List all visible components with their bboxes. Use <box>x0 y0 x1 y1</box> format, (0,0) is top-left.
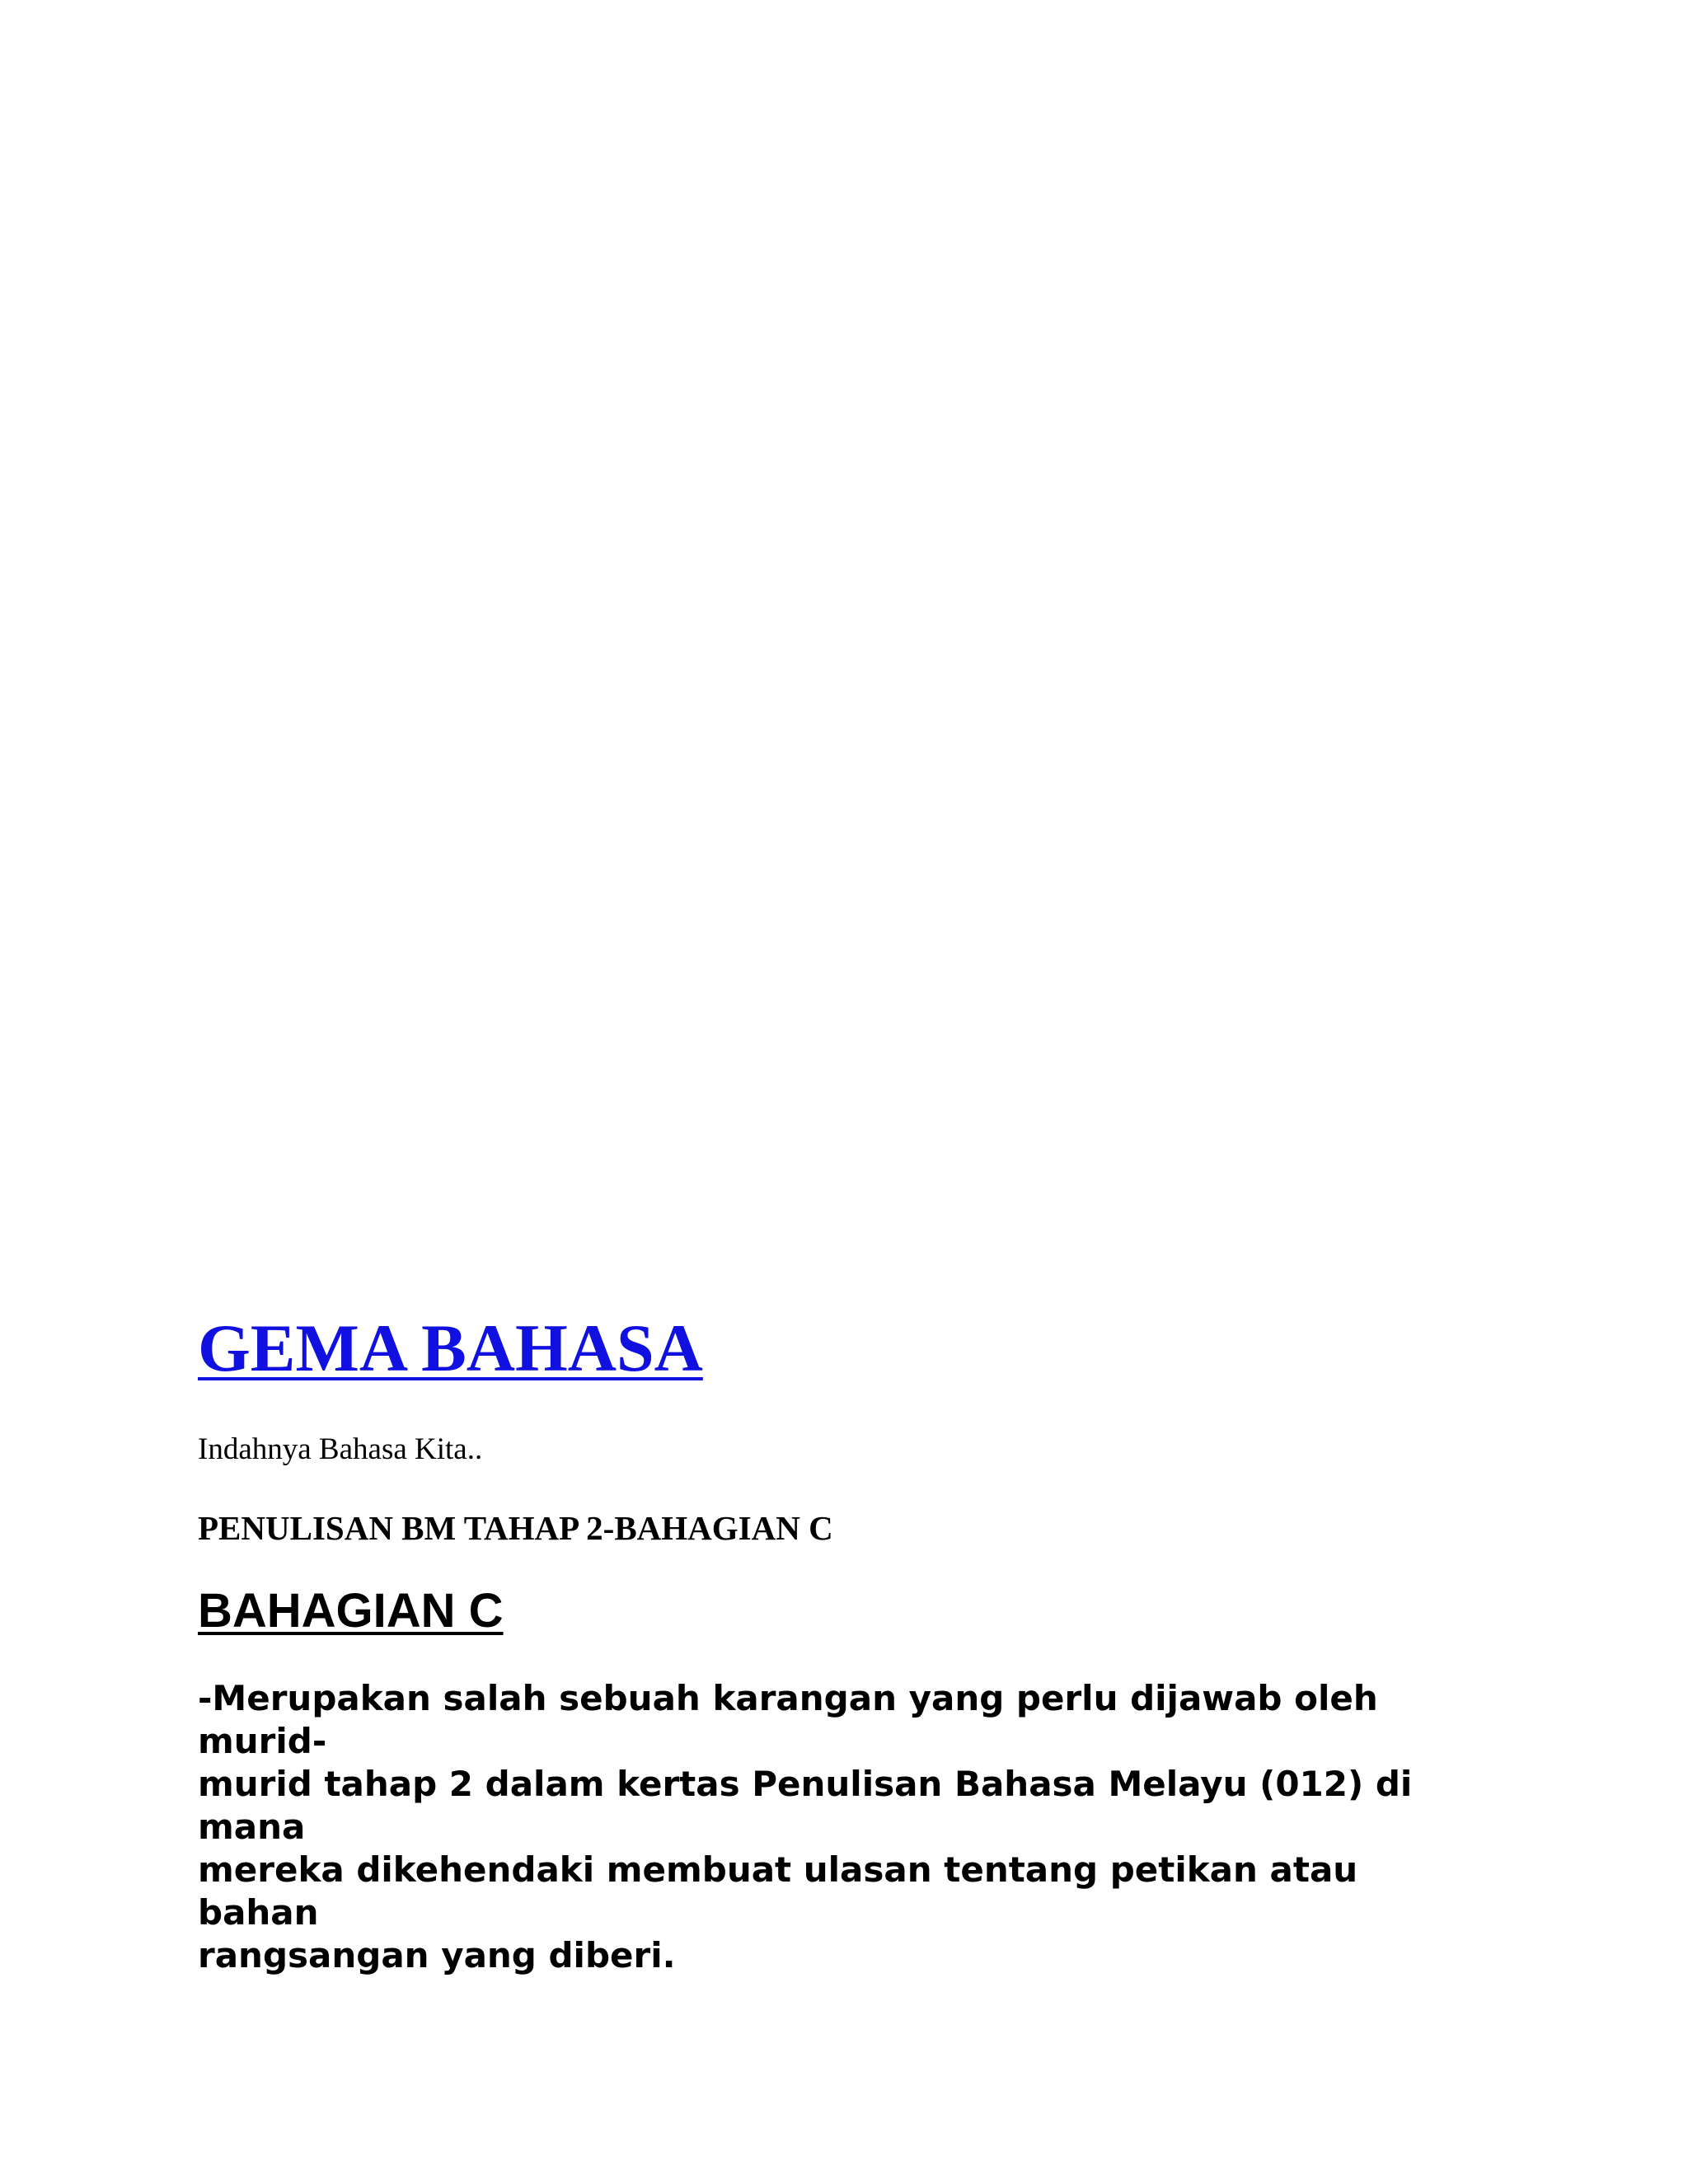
section-heading: BAHAGIAN C <box>198 1583 504 1638</box>
blog-title-link[interactable]: GEMA BAHASA <box>198 1310 703 1385</box>
page-content <box>198 1310 1517 1977</box>
post-body-paragraph: -Merupakan salah sebuah karangan yang perlu dijawab oleh murid- murid tahap 2 dalam kertas Penulisan Bahasa Melayu (012) di mana mereka dikehendaki membuat ulasan tentang petikan atau bahan rangsangan yang diberi. <box>198 1677 1413 1975</box>
blog-tagline: Indahnya Bahasa Kita.. <box>198 1432 483 1466</box>
post-title: PENULISAN BM TAHAP 2-BAHAGIAN C <box>198 1508 833 1547</box>
